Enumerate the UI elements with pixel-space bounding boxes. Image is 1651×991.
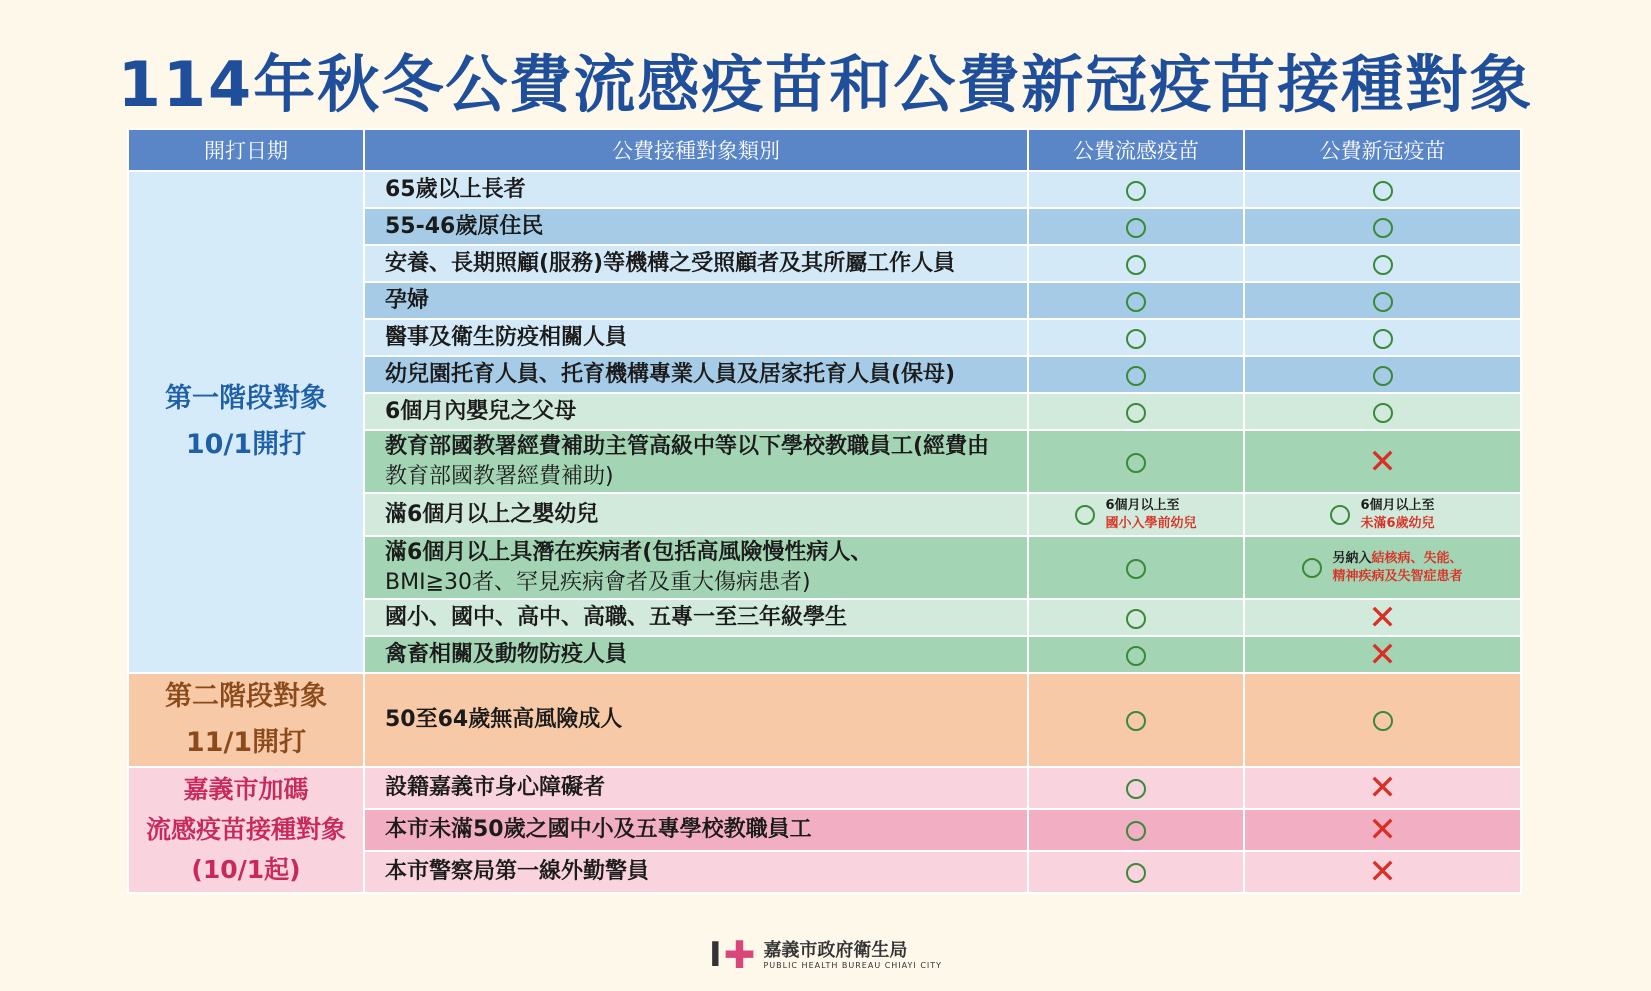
yes-circle-icon [1373, 329, 1393, 349]
no-cross-icon: ✕ [1368, 768, 1397, 808]
phase2-cell [128, 673, 364, 767]
yes-circle-icon [1126, 329, 1146, 349]
table-row [128, 673, 1521, 767]
covid-note-prefix: 另納入 [1332, 550, 1372, 566]
phase3-subtitle: 流感疫苗接種對象 [145, 815, 346, 844]
category-label: 65歲以上長者 [364, 171, 1028, 208]
category-label: 6個月內嬰兒之父母 [364, 393, 1028, 430]
header-category: 公費接種對象類別 [364, 129, 1028, 171]
logo-cross-icon: ✚ [723, 933, 756, 977]
phase3-date: (10/1起) [191, 855, 301, 884]
org-name-en: PUBLIC HEALTH BUREAU CHIAYI CITY [763, 960, 943, 970]
header-covid: 公費新冠疫苗 [1244, 129, 1521, 171]
yes-circle-icon [1330, 505, 1350, 525]
covid-note-diseases: 結核病、失能、 [1371, 550, 1463, 566]
yes-circle-icon [1126, 863, 1146, 883]
logo-i-icon: I [708, 935, 722, 975]
phase1-date: 10/1開打 [185, 429, 307, 460]
page-title: 114年秋冬公費流感疫苗和公費新冠疫苗接種對象 [117, 48, 1534, 121]
yes-circle-icon [1126, 646, 1146, 666]
category-label: 教育部國教署經費補助主管高級中等以下學校教職員工(經費由 [385, 433, 990, 459]
flu-note-line2: 國小入學前幼兒 [1105, 515, 1197, 531]
yes-circle-icon [1373, 181, 1393, 201]
covid-note-line2: 未滿6歲幼兒 [1360, 515, 1435, 531]
category-label: 滿6個月以上之嬰幼兒 [364, 493, 1028, 536]
bureau-logo [708, 933, 756, 977]
category-label: 安養、長期照顧(服務)等機構之受照顧者及其所屬工作人員 [364, 245, 1028, 282]
covid-note-line1: 6個月以上至 [1360, 497, 1435, 513]
footer [0, 933, 1651, 977]
category-label: 幼兒園托育人員、托育機構專業人員及居家托育人員(保母) [364, 356, 1028, 393]
org-name: 嘉義市政府衛生局 [763, 939, 908, 961]
yes-circle-icon [1126, 559, 1146, 579]
phase3-cell [128, 767, 364, 893]
category-label: 設籍嘉義市身心障礙者 [364, 767, 1028, 809]
yes-circle-icon [1373, 711, 1393, 731]
yes-circle-icon [1373, 292, 1393, 312]
yes-circle-icon [1126, 366, 1146, 386]
yes-circle-icon [1126, 453, 1146, 473]
table-row [128, 171, 1521, 208]
yes-circle-icon [1126, 292, 1146, 312]
yes-circle-icon [1126, 218, 1146, 238]
yes-circle-icon [1126, 821, 1146, 841]
no-cross-icon: ✕ [1368, 597, 1397, 638]
yes-circle-icon [1373, 255, 1393, 275]
category-label: 禽畜相關及動物防疫人員 [364, 636, 1028, 673]
yes-circle-icon [1126, 711, 1146, 731]
no-cross-icon: ✕ [1368, 634, 1397, 675]
no-cross-icon: ✕ [1368, 441, 1397, 482]
yes-circle-icon [1302, 558, 1322, 578]
category-label: 孕婦 [364, 282, 1028, 319]
category-label: 國小、國中、高中、高職、五專一至三年級學生 [364, 599, 1028, 636]
category-label: 本市警察局第一線外勤警員 [364, 851, 1028, 893]
table-header-row [128, 129, 1521, 171]
phase2-date: 11/1開打 [185, 727, 307, 758]
category-label-continued: BMI≧30者、罕見疾病會者及重大傷病患者) [385, 569, 811, 595]
category-label: 本市未滿50歲之國中小及五專學校教職員工 [364, 809, 1028, 851]
yes-circle-icon [1373, 218, 1393, 238]
yes-circle-icon [1373, 403, 1393, 423]
vaccine-table [127, 128, 1522, 894]
header-flu: 公費流感疫苗 [1028, 129, 1244, 171]
table-row [128, 767, 1521, 809]
phase1-cell [128, 171, 364, 673]
category-label-continued: 教育部國教署經費補助) [385, 463, 614, 489]
yes-circle-icon [1126, 255, 1146, 275]
yes-circle-icon [1075, 505, 1095, 525]
category-label: 滿6個月以上具潛在疾病者(包括高風險慢性病人、 [385, 539, 873, 565]
yes-circle-icon [1126, 779, 1146, 799]
yes-circle-icon [1373, 366, 1393, 386]
phase3-title: 嘉義市加碼 [183, 775, 309, 804]
phase2-title: 第二階段對象 [165, 681, 327, 712]
no-cross-icon: ✕ [1368, 810, 1397, 850]
no-cross-icon: ✕ [1368, 852, 1397, 892]
category-label: 55-46歲原住民 [364, 208, 1028, 245]
category-label: 50至64歲無高風險成人 [364, 673, 1028, 767]
category-label: 醫事及衛生防疫相關人員 [364, 319, 1028, 356]
header-date: 開打日期 [128, 129, 364, 171]
yes-circle-icon [1126, 181, 1146, 201]
covid-note-line2: 精神疾病及失智症患者 [1332, 568, 1463, 584]
yes-circle-icon [1126, 403, 1146, 423]
flu-note-line1: 6個月以上至 [1105, 497, 1180, 513]
yes-circle-icon [1126, 609, 1146, 629]
phase1-title: 第一階段對象 [165, 383, 327, 414]
